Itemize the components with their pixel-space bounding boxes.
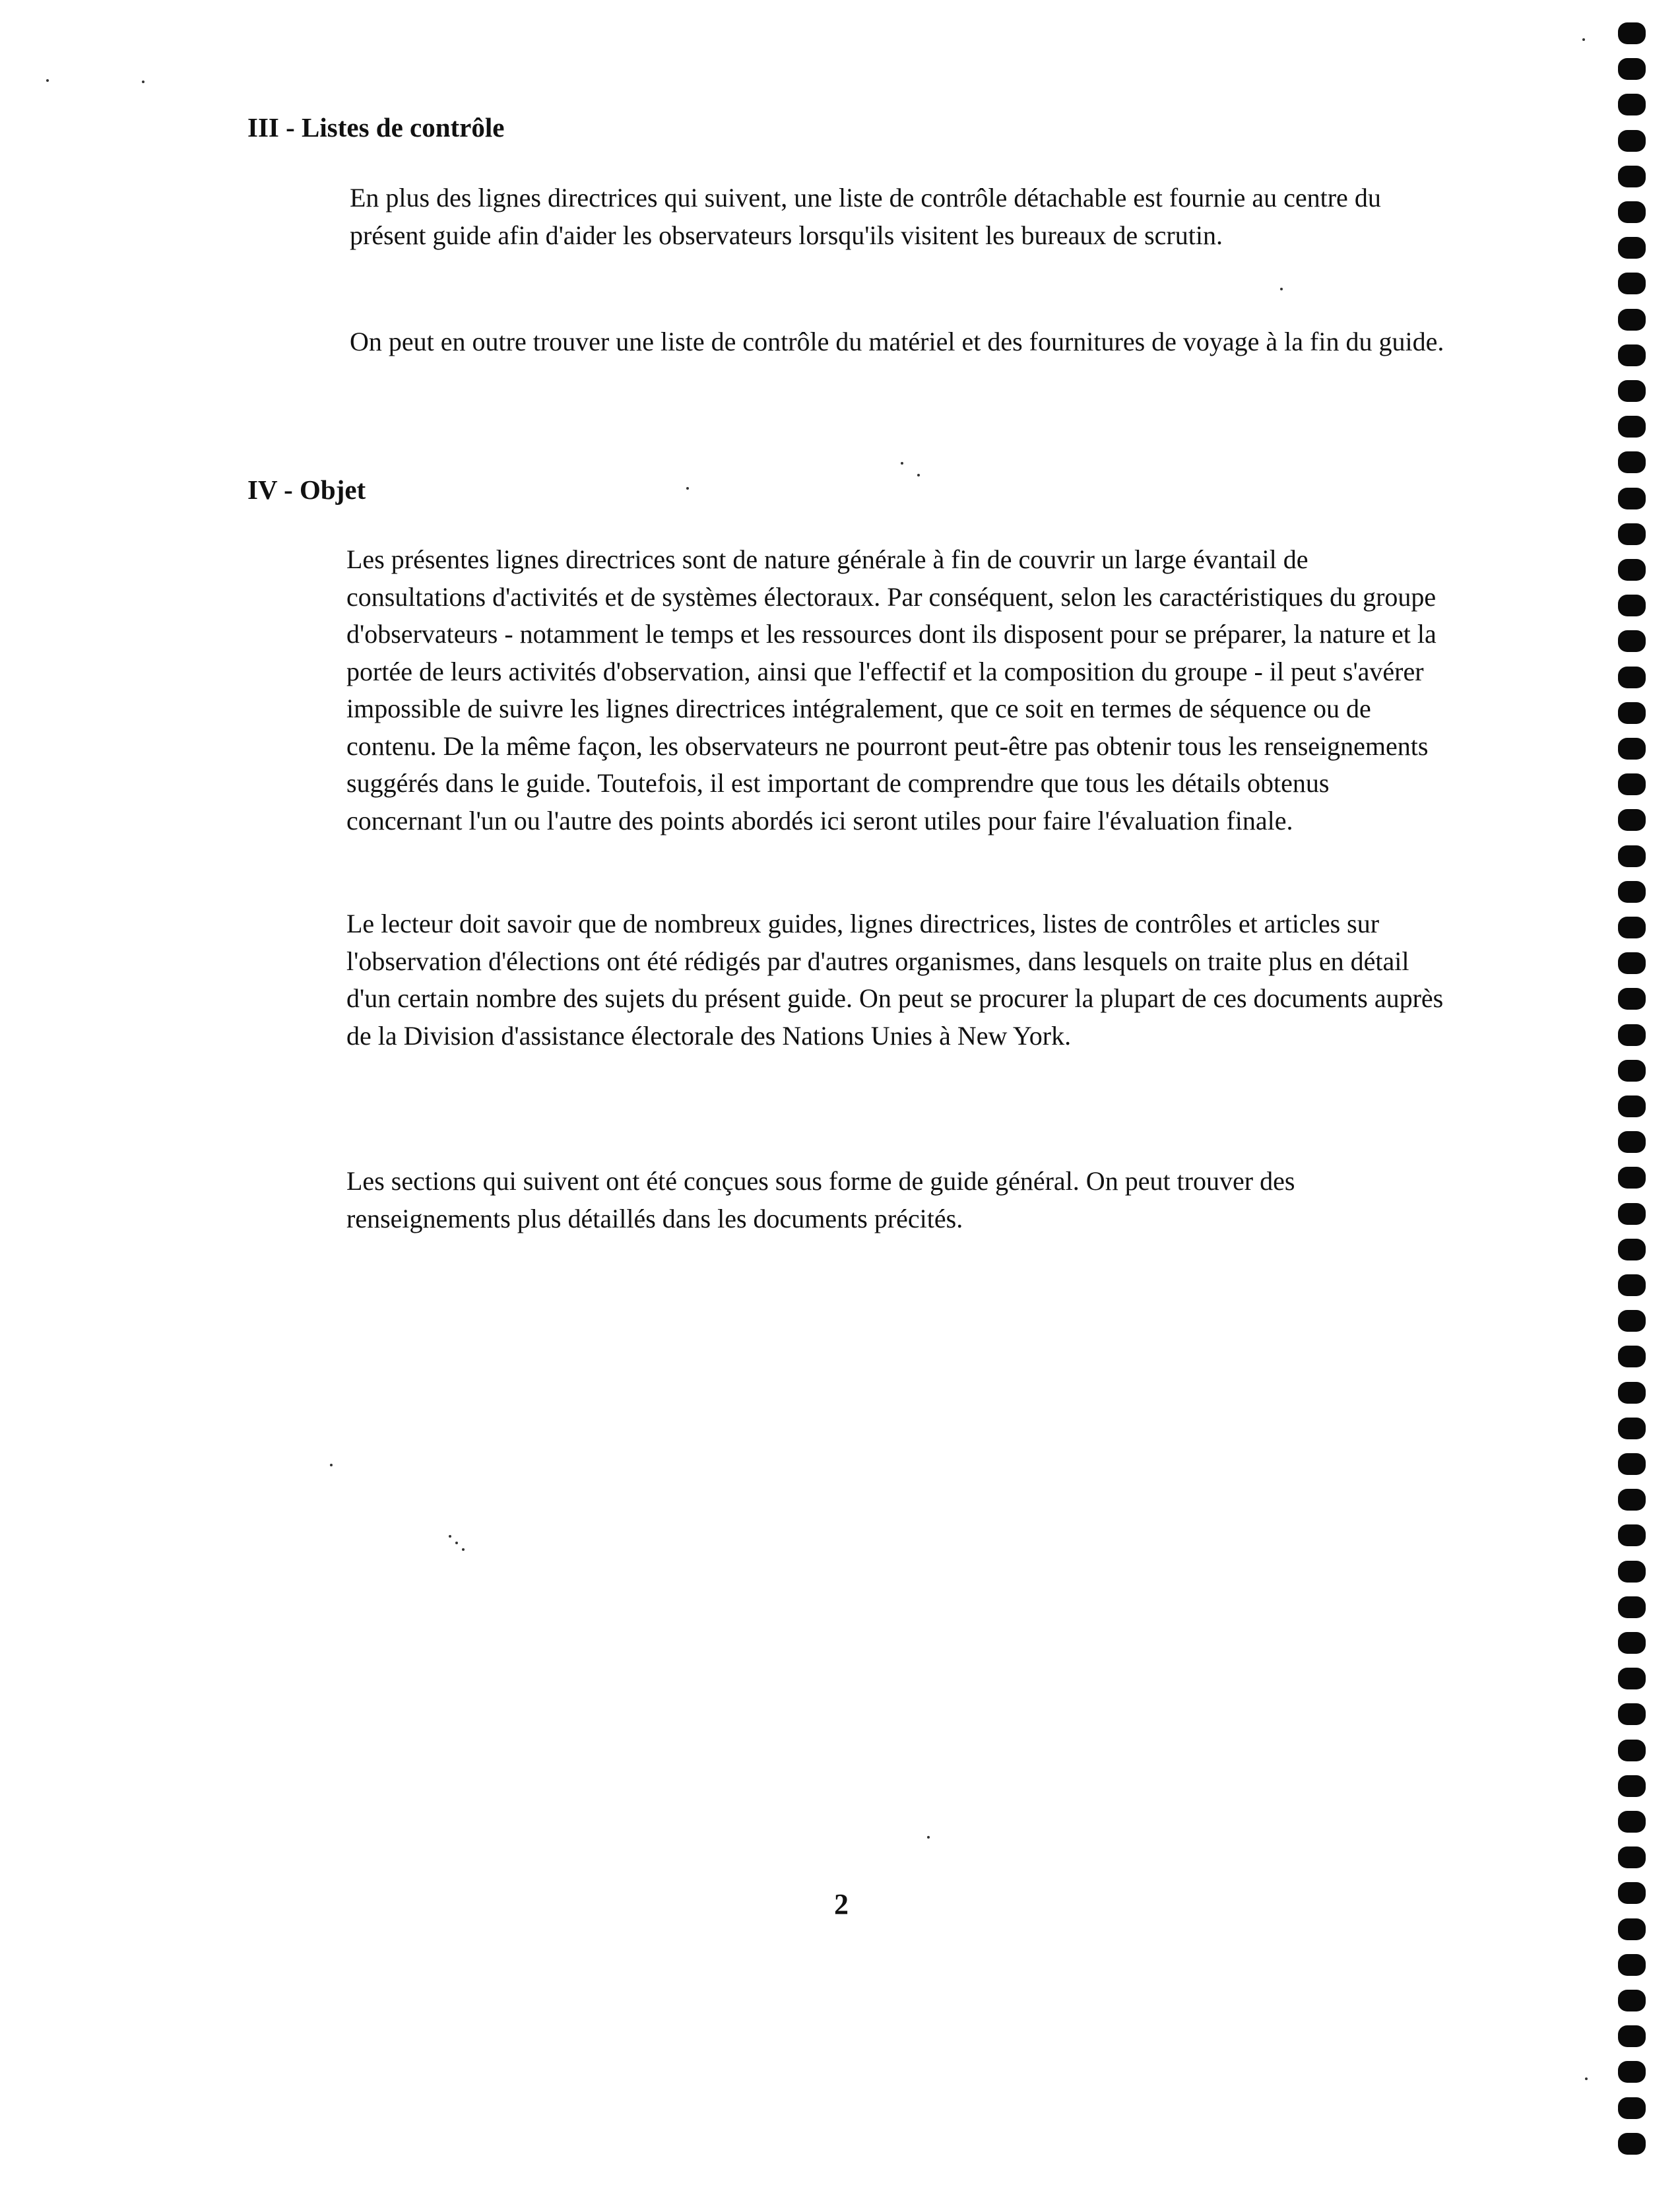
- binding-hole: [1618, 1524, 1646, 1546]
- scan-speck: [1585, 2077, 1588, 2080]
- binding-hole: [1618, 94, 1646, 115]
- binding-hole: [1618, 523, 1646, 545]
- section-heading-text: III - Listes de contrôle: [247, 112, 505, 143]
- binding-hole: [1618, 1596, 1646, 1618]
- paragraph-checklist-travel: On peut en outre trouver une liste de contrôle du matériel et des fournitures de voyage à la fin du guide.: [350, 327, 1444, 356]
- scan-speck: [686, 487, 689, 490]
- paragraph-checklist-intro: En plus des lignes directrices qui suivent, une liste de contrôle détachable est fournie au centre du présent guide afin d'aider les observateurs lorsqu'ils visitent les bureaux de scrutin.: [350, 183, 1381, 250]
- binding-hole: [1618, 1740, 1646, 1761]
- binding-hole: [1618, 1453, 1646, 1475]
- binding-hole: [1618, 2061, 1646, 2083]
- binding-hole: [1618, 2133, 1646, 2155]
- binding-hole: [1618, 237, 1646, 259]
- section-heading-listes-de-controle: [247, 110, 504, 145]
- binding-hole: [1618, 1990, 1646, 2011]
- binding-hole: [1618, 1131, 1646, 1153]
- binding-hole: [1618, 1561, 1646, 1583]
- binding-hole: [1618, 1703, 1646, 1725]
- binding-hole: [1618, 380, 1646, 402]
- binding-hole: [1618, 1668, 1646, 1689]
- spiral-binding: [1618, 13, 1651, 2184]
- binding-hole: [1618, 559, 1646, 581]
- binding-hole: [1618, 881, 1646, 903]
- paragraph-objet-sections: Les sections qui suivent ont été conçues sous forme de guide général. On peut trouver des renseignements plus détaillés dans les documents précités.: [346, 1166, 1295, 1233]
- binding-hole: [1618, 702, 1646, 724]
- binding-hole: [1618, 2097, 1646, 2119]
- binding-hole: [1618, 1095, 1646, 1117]
- binding-hole: [1618, 1239, 1646, 1260]
- page-number: 2: [834, 1888, 849, 1920]
- binding-hole: [1618, 1274, 1646, 1296]
- binding-hole: [1618, 58, 1646, 80]
- binding-hole: [1618, 1060, 1646, 1082]
- scan-speck: [449, 1535, 451, 1538]
- binding-hole: [1618, 2025, 1646, 2047]
- paragraph-objet-reader: Le lecteur doit savoir que de nombreux guides, lignes directrices, listes de contrôles et articles sur l'observation d'élections ont été rédigés par d'autres organismes, dans lesquels on traite plus en détail d'un certain nombre des sujets du présent guide. On peut se procurer la plupart de ces documents auprès de la Division d'assistance électorale des Nations Unies à New York.: [346, 909, 1444, 1051]
- binding-hole: [1618, 1811, 1646, 1833]
- section-heading-objet: [247, 473, 366, 507]
- binding-hole: [1618, 988, 1646, 1010]
- binding-hole: [1618, 1346, 1646, 1367]
- binding-hole: [1618, 273, 1646, 294]
- binding-hole: [1618, 595, 1646, 616]
- binding-hole: [1618, 1775, 1646, 1797]
- scan-speck: [917, 474, 920, 476]
- binding-hole: [1618, 309, 1646, 331]
- binding-hole: [1618, 1846, 1646, 1868]
- binding-hole: [1618, 1918, 1646, 1940]
- binding-hole: [1618, 488, 1646, 509]
- binding-hole: [1618, 1382, 1646, 1404]
- binding-hole: [1618, 344, 1646, 366]
- binding-hole: [1618, 667, 1646, 688]
- binding-hole: [1618, 1489, 1646, 1511]
- binding-hole: [1618, 1024, 1646, 1046]
- scan-speck: [330, 1464, 333, 1466]
- scan-speck: [901, 462, 903, 465]
- binding-hole: [1618, 1632, 1646, 1654]
- binding-hole: [1618, 416, 1646, 438]
- binding-hole: [1618, 630, 1646, 652]
- scan-speck: [927, 1836, 930, 1839]
- binding-hole: [1618, 201, 1646, 223]
- section-heading-text: IV - Objet: [247, 474, 366, 505]
- binding-hole: [1618, 1954, 1646, 1976]
- binding-hole: [1618, 773, 1646, 795]
- binding-hole: [1618, 130, 1646, 152]
- scan-speck: [142, 81, 145, 83]
- scan-speck: [455, 1542, 458, 1544]
- binding-hole: [1618, 917, 1646, 938]
- binding-hole: [1618, 22, 1646, 44]
- binding-hole: [1618, 845, 1646, 867]
- binding-hole: [1618, 1310, 1646, 1332]
- binding-hole: [1618, 1882, 1646, 1904]
- binding-hole: [1618, 952, 1646, 974]
- scan-speck: [1582, 38, 1585, 41]
- scan-speck: [46, 79, 49, 82]
- binding-hole: [1618, 451, 1646, 473]
- paragraph-objet-nature: Les présentes lignes directrices sont de nature générale à fin de couvrir un large évantail de consultations d'activités et de systèmes électoraux. Par conséquent, selon les caractéristiques du groupe d'observateurs - notamment le temps et les ressources dont ils disposent pour se préparer, la nature et la portée de leurs activités d'observation, ainsi que l'effectif et la composition du groupe - il peut s'avérer impossible de suivre les lignes directrices intégralement, que ce soit en termes de séquence ou de contenu. De la même façon, les observateurs ne pourront peut-être pas obtenir tous les renseignements suggérés dans le guide. Toutefois, il est important de comprendre que tous les détails obtenus concernant l'un ou l'autre des points abordés ici seront utiles pour faire l'évaluation finale.: [346, 544, 1437, 835]
- scan-speck: [462, 1548, 465, 1551]
- binding-hole: [1618, 1203, 1646, 1225]
- binding-hole: [1618, 738, 1646, 760]
- binding-hole: [1618, 1418, 1646, 1439]
- binding-hole: [1618, 809, 1646, 831]
- binding-hole: [1618, 1167, 1646, 1189]
- scan-speck: [1280, 288, 1283, 290]
- binding-hole: [1618, 166, 1646, 187]
